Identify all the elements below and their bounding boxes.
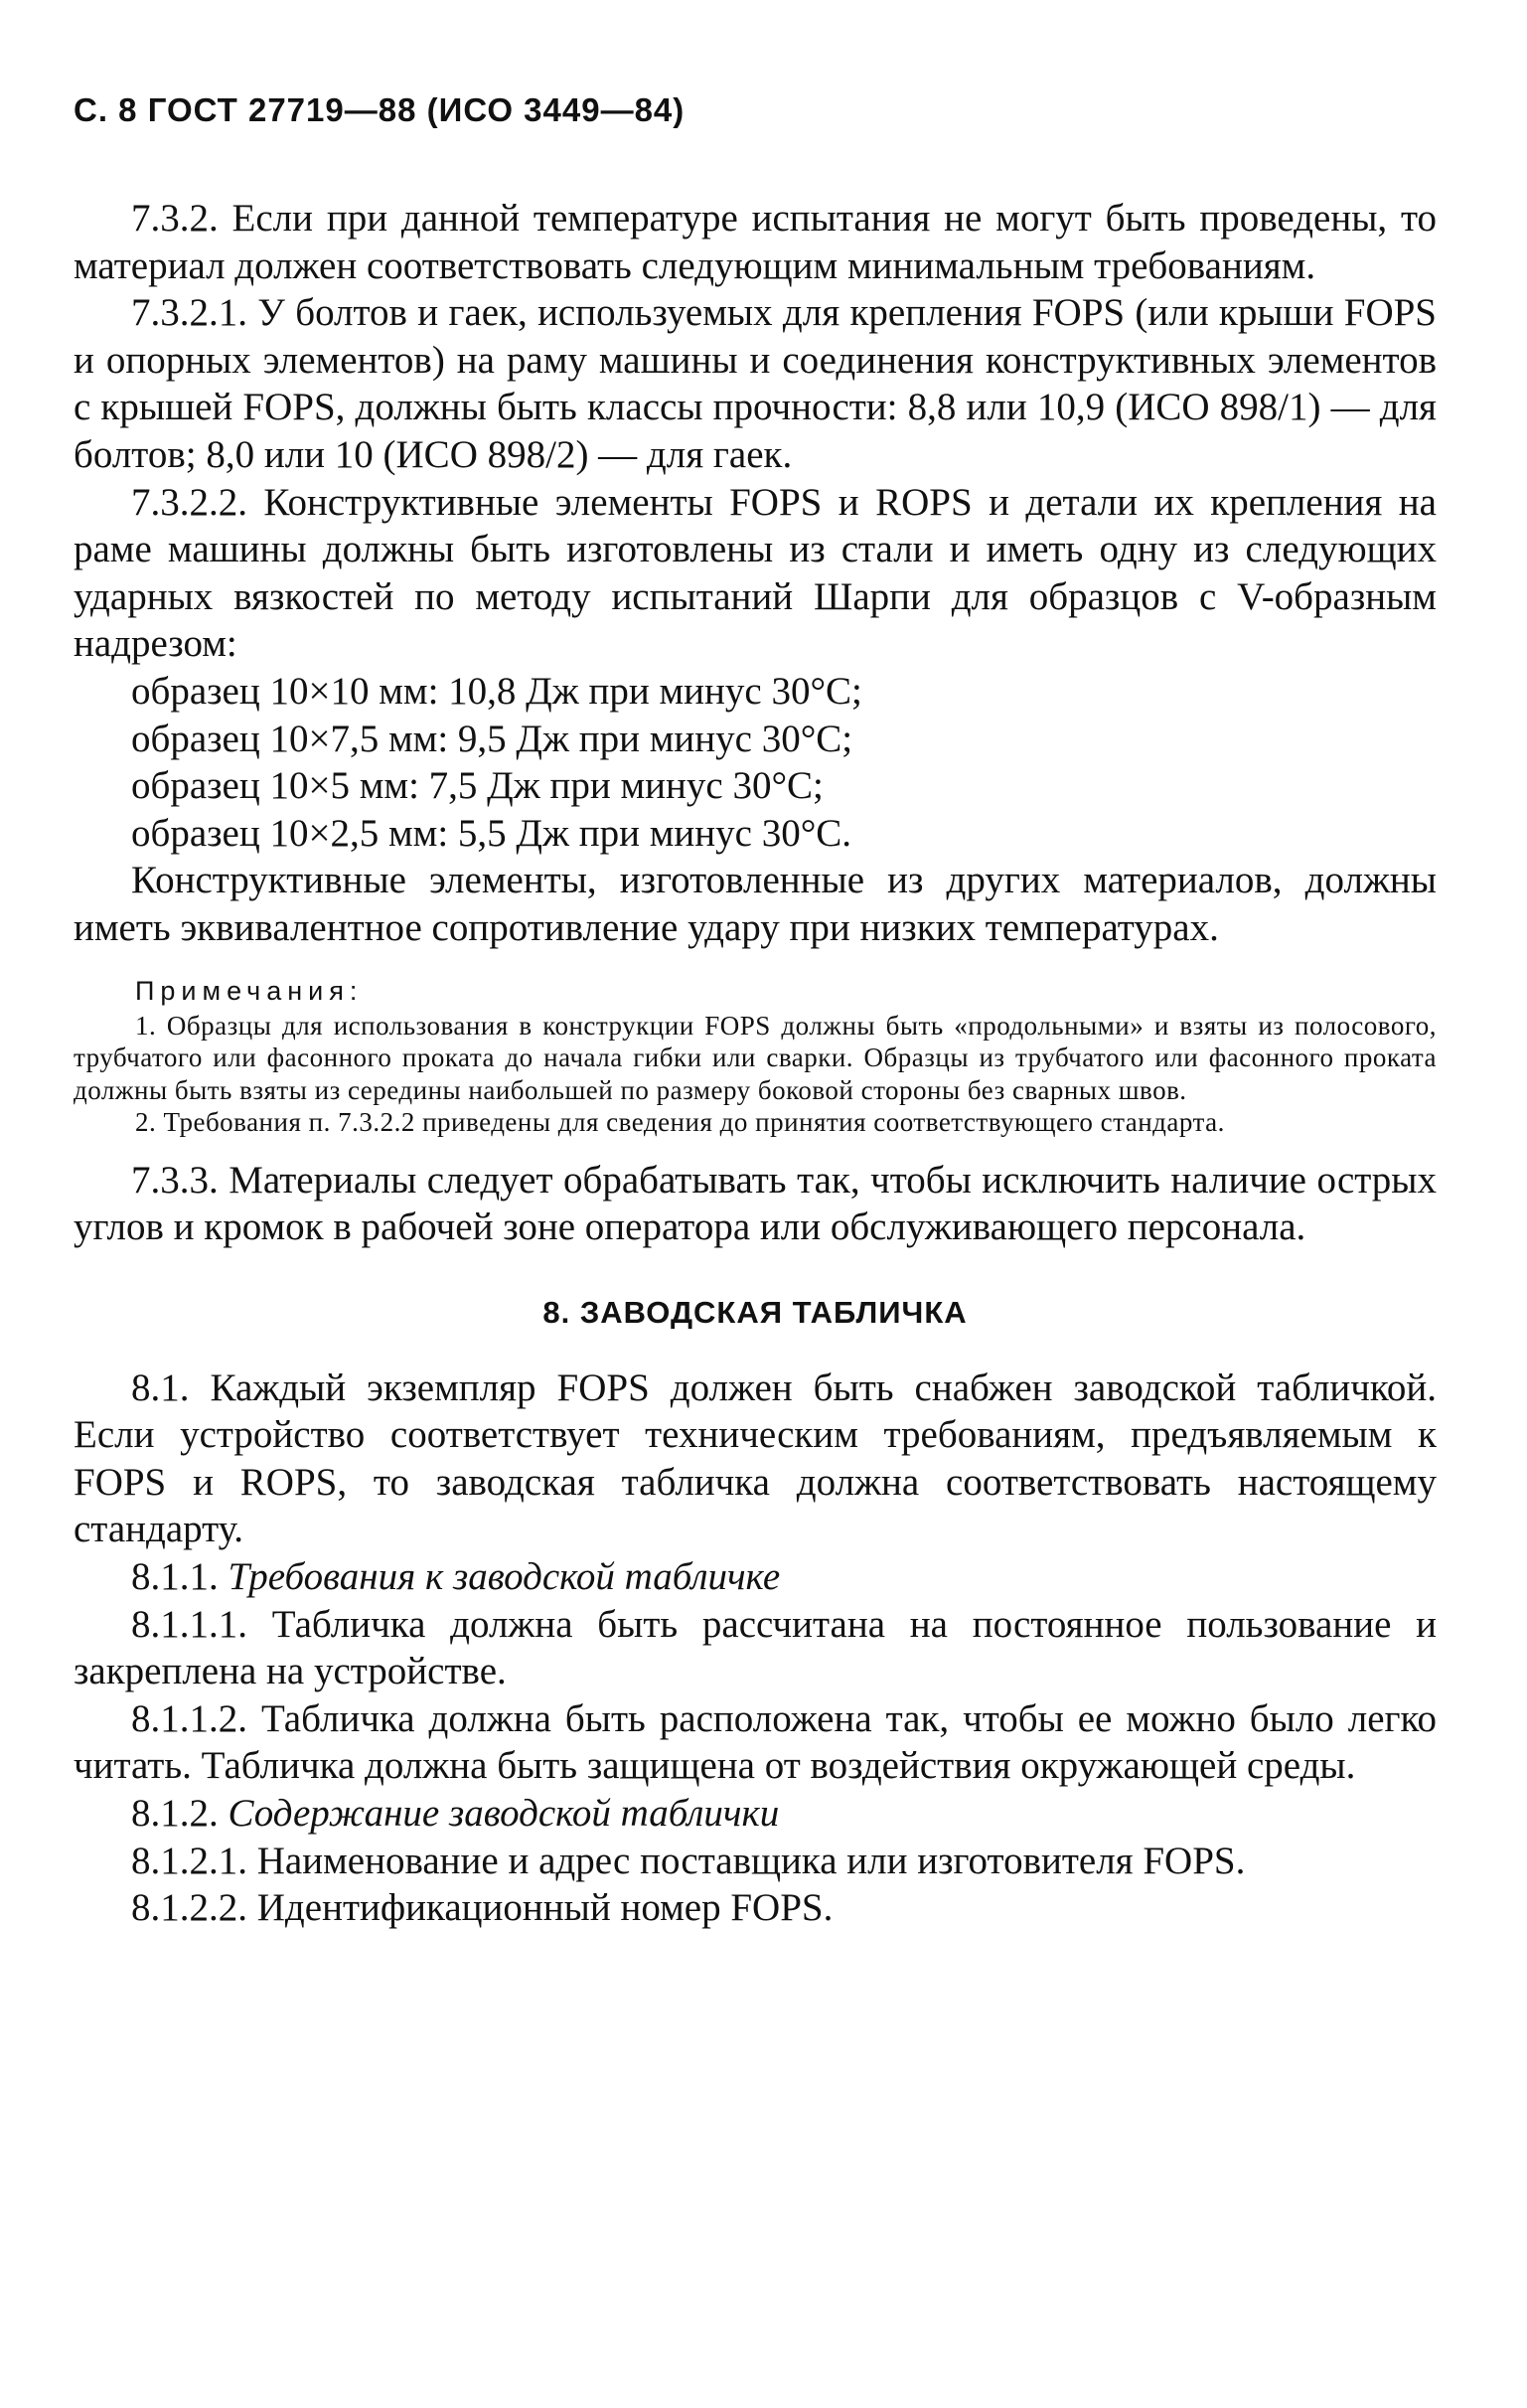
note-item: 2. Требования п. 7.3.2.2 приведены для сведения до принятия соответствующего стандарта. <box>135 1107 1225 1137</box>
paragraph-7-3-2-2: 7.3.2.2. Конструктивные элементы FOPS и ROPS и детали их крепления на раме машины должны быть изготовлены из стали и иметь одну из следующих ударных вязкостей по методу испытаний Шарпи для образцов с V-образным надрезом: <box>74 480 1437 666</box>
sample-line: образец 10×7,5 мм: 9,5 Дж при минус 30°С; <box>131 717 853 760</box>
clause-number: 8.1.2. <box>131 1792 219 1836</box>
section-7-body <box>74 195 1437 1251</box>
paragraph-8-1-2-1: 8.1.2.1. Наименование и адрес поставщика или изготовителя FOPS. <box>131 1839 1246 1882</box>
paragraph-7-3-2: 7.3.2. Если при данной температуре испытания не могут быть проведены, то материал должен соответствовать следующим минимальным требованиям. <box>74 197 1437 287</box>
sample-line: образец 10×2,5 мм: 5,5 Дж при минус 30°С. <box>131 811 852 855</box>
paragraph-8-1-1 <box>74 1553 1437 1601</box>
sample-line: образец 10×5 мм: 7,5 Дж при минус 30°С; <box>131 764 824 808</box>
note-item: 1. Образцы для использования в конструкции FOPS должны быть «продольными» и взяты из полосового, трубчатого или фасонного проката до начала гибки или сварки. Образцы из трубчатого или фасонного проката должны быть взяты из середины наибольшей по размеру боковой стороны без сварных швов. <box>74 1010 1437 1105</box>
notes-title: Примечания: <box>135 975 364 1006</box>
paragraph-8-1: 8.1. Каждый экземпляр FOPS должен быть снабжен заводской табличкой. Если устройство соответствует техническим требованиям, предъявляемым к FOPS и ROPS, то заводская табличка должна соответствовать настоящему стандарту. <box>74 1365 1437 1551</box>
clause-title: Требования к заводской табличке <box>228 1555 781 1599</box>
clause-title: Содержание заводской таблички <box>228 1792 780 1836</box>
sample-line: образец 10×10 мм: 10,8 Дж при минус 30°С; <box>131 669 862 713</box>
paragraph-8-1-1-1: 8.1.1.1. Табличка должна быть рассчитана на постоянное пользование и закреплена на устройстве. <box>74 1602 1437 1693</box>
paragraph-other-materials: Конструктивные элементы, изготовленные из других материалов, должны иметь эквивалентное сопротивление удару при низких температурах. <box>74 859 1437 949</box>
paragraph-7-3-3: 7.3.3. Материалы следует обрабатывать так, чтобы исключить наличие острых углов и кромок в рабочей зоне оператора или обслуживающего персонала. <box>74 1158 1437 1249</box>
notes-block <box>74 974 1437 1139</box>
paragraph-7-3-2-1: 7.3.2.1. У болтов и гаек, используемых для крепления FOPS (или крыши FOPS и опорных элементов) на раму машины и соединения конструктивных элементов с крышей FOPS, должны быть классы прочности: 8,8 или 10,9 (ИСО 898/1) — для болтов; 8,0 или 10 (ИСО 898/2) — для гаек. <box>74 291 1437 476</box>
paragraph-8-1-1-2: 8.1.1.2. Табличка должна быть расположена так, чтобы ее можно было легко читать. Табличка должна быть защищена от воздействия окружающей среды. <box>74 1696 1437 1788</box>
running-header: С. 8 ГОСТ 27719—88 (ИСО 3449—84) <box>74 91 686 128</box>
section-8-body <box>74 1365 1437 1932</box>
clause-number: 8.1.1. <box>131 1555 219 1599</box>
page-content <box>74 91 1437 1932</box>
paragraph-8-1-2-2: 8.1.2.2. Идентификационный номер FOPS. <box>131 1886 834 1930</box>
paragraph-8-1-2 <box>74 1790 1437 1838</box>
section-8-heading: 8. ЗАВОДСКАЯ ТАБЛИЧКА <box>542 1294 968 1330</box>
